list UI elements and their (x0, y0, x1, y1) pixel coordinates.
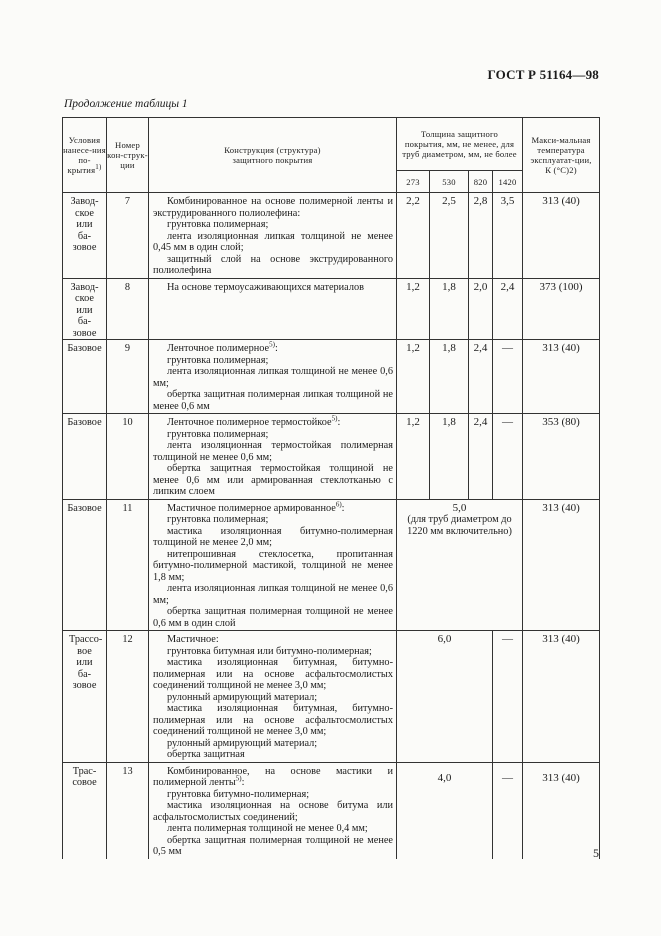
header-diameter-530: 530 (430, 171, 469, 193)
header-max-temperature: Макси-мальная температура эксплуатат-ции, К (°С)2) (523, 118, 600, 193)
header-construction: Конструкция (структура) защитного покрытия (149, 118, 397, 193)
construction-title: Комбинированное на основе полимерной ленты и экструдированного полиолефина: (153, 196, 393, 219)
row-construction (149, 193, 397, 279)
construction-item: лента изоляционная термостойкая полимерная толщиной не менее 0,6 мм; (153, 440, 393, 463)
header-diameter-1420: 1420 (493, 171, 523, 193)
row-conditions: Базовое (63, 414, 107, 500)
construction-title: Мастичное: (167, 634, 219, 645)
thickness-value: 5,0 (452, 501, 467, 514)
thickness-530: 1,8 (430, 278, 469, 340)
max-temperature: 313 (40) (523, 193, 600, 279)
row-conditions: Трас-совое (63, 762, 107, 859)
document-header: ГОСТ Р 51164—98 (487, 67, 599, 82)
thickness-530: 1,8 (430, 414, 469, 500)
construction-item: мастика изоляционная битумно-полимерная толщиной не менее 2,0 мм; (153, 525, 393, 548)
row-construction (149, 278, 397, 340)
row-number: 8 (107, 278, 149, 340)
max-temperature: 353 (80) (523, 414, 600, 500)
row-construction (149, 414, 397, 500)
row-number: 7 (107, 193, 149, 279)
thickness-273: 2,2 (397, 193, 430, 279)
construction-item: грунтовка полимерная; (167, 428, 269, 440)
construction-item: рулонный армирующий материал; (167, 737, 318, 749)
thickness-1420: — (493, 340, 523, 414)
construction-item: лента изоляционная липкая толщиной не менее 0,6 мм; (153, 366, 393, 389)
construction-title: Ленточное полимерное$^{5)}$: (167, 340, 278, 354)
row-construction (149, 499, 397, 631)
construction-item: обертка защитная полимерная липкая толщиной не менее 0,6 мм (153, 389, 393, 412)
table-row (63, 631, 600, 763)
thickness-530: 2,5 (430, 193, 469, 279)
thickness-merged (397, 499, 523, 631)
row-conditions: Завод-ское или ба-зовое (63, 278, 107, 340)
construction-item: грунтовка полимерная; (167, 354, 269, 366)
max-temperature: 313 (40) (523, 340, 600, 414)
thickness-273: 1,2 (397, 414, 430, 500)
row-number: 9 (107, 340, 149, 414)
thickness-820: 2,4 (469, 340, 493, 414)
header-diameter-820: 820 (469, 171, 493, 193)
thickness-273: 1,2 (397, 278, 430, 340)
row-construction (149, 340, 397, 414)
table-row (63, 340, 600, 414)
thickness-1420: — (493, 762, 523, 859)
thickness-1420: — (493, 414, 523, 500)
max-temperature: 313 (40) (523, 631, 600, 763)
table-row (63, 499, 600, 631)
construction-item: грунтовка битумная или битумно-полимерная; (167, 645, 372, 657)
construction-item: мастика изоляционная битумная, битумно-полимерная или на основе асфальтосмолистых соединений толщиной не менее 3,0 мм; (153, 703, 393, 737)
construction-title: Мастичное полимерное армированное$^{6)}$: (167, 500, 345, 514)
table-row (63, 193, 600, 279)
thickness-1420: — (493, 631, 523, 763)
thickness-1420: 2,4 (493, 278, 523, 340)
thickness-820: 2,0 (469, 278, 493, 340)
thickness-merged: 6,0 (397, 631, 493, 763)
header-diameter-273: 273 (397, 171, 430, 193)
table-row (63, 278, 600, 340)
construction-item: обертка защитная полимерная толщиной не менее 0,6 мм в один слой (153, 606, 393, 629)
header-number: Номер кон-струк-ции (107, 118, 149, 193)
row-number: 12 (107, 631, 149, 763)
row-construction (149, 762, 397, 859)
construction-item: грунтовка полимерная; (167, 219, 269, 230)
row-conditions: Базовое (63, 340, 107, 414)
construction-title: На основе термоусаживающихся материалов (167, 281, 364, 293)
row-construction (149, 631, 397, 763)
construction-item: мастика изоляционная битумная, битумно-полимерная или на основе асфальтосмолистых соединений толщиной не менее 3,0 мм; (153, 657, 393, 691)
coating-specification-table (62, 117, 600, 859)
construction-item: обертка защитная (167, 749, 245, 760)
construction-title: Комбинированное, на основе мастики и полимерной ленты$^{5)}$: (153, 765, 393, 788)
construction-item: лента изоляционная липкая толщиной не менее 0,45 мм в один слой; (153, 230, 393, 253)
thickness-273: 1,2 (397, 340, 430, 414)
max-temperature: 313 (40) (523, 499, 600, 631)
thickness-820: 2,4 (469, 414, 493, 500)
construction-item: грунтовка полимерная; (167, 514, 269, 525)
header-conditions: Условия нанесе-ния по-крытия$^{1)}$ (63, 118, 107, 193)
construction-item: рулонный армирующий материал; (167, 691, 318, 703)
table-row (63, 762, 600, 859)
row-conditions: Завод-ское или ба-зовое (63, 193, 107, 279)
construction-item: лента изоляционная липкая толщиной не менее 0,6 мм; (153, 583, 393, 606)
row-conditions: Базовое (63, 499, 107, 631)
row-conditions: Трассо-вое или ба-зовое (63, 631, 107, 763)
thickness-note: (для труб диаметром до 1220 мм включительно) (407, 514, 512, 537)
table-continuation-caption: Продолжение таблицы 1 (64, 98, 188, 110)
page-number: 5 (593, 846, 599, 860)
row-number: 10 (107, 414, 149, 500)
thickness-530: 1,8 (430, 340, 469, 414)
thickness-820: 2,8 (469, 193, 493, 279)
construction-item: защитный слой на основе экструдированного полиолефина (153, 253, 393, 276)
max-temperature: 313 (40) (523, 762, 600, 859)
row-number: 11 (107, 499, 149, 631)
table-row (63, 414, 600, 500)
header-thickness: Толщина защитного покрытия, мм, не менее, для труб диаметром, мм, не более (397, 118, 523, 171)
construction-item: нитепрошивная стеклосетка, пропитанная битумно-полимерной мастикой, толщиной не менее 1,8 мм; (153, 548, 393, 583)
thickness-merged: 4,0 (397, 762, 493, 859)
construction-item: грунтовка битумно-полимерная; (167, 788, 310, 800)
row-number: 13 (107, 762, 149, 859)
construction-title: Ленточное полимерное термостойкое$^{5)}$: (167, 414, 341, 428)
construction-item: обертка защитная термостойкая толщиной не менее 0,6 мм или армированная стеклотканью с липким слоем (153, 463, 393, 497)
max-temperature: 373 (100) (523, 278, 600, 340)
construction-item: обертка защитная полимерная толщиной не менее 0,5 мм (153, 834, 393, 857)
thickness-1420: 3,5 (493, 193, 523, 279)
construction-item: мастика изоляционная на основе битума или асфальтосмолистых соединений; (153, 800, 393, 823)
construction-item: лента полимерная толщиной не менее 0,4 мм; (167, 823, 368, 834)
